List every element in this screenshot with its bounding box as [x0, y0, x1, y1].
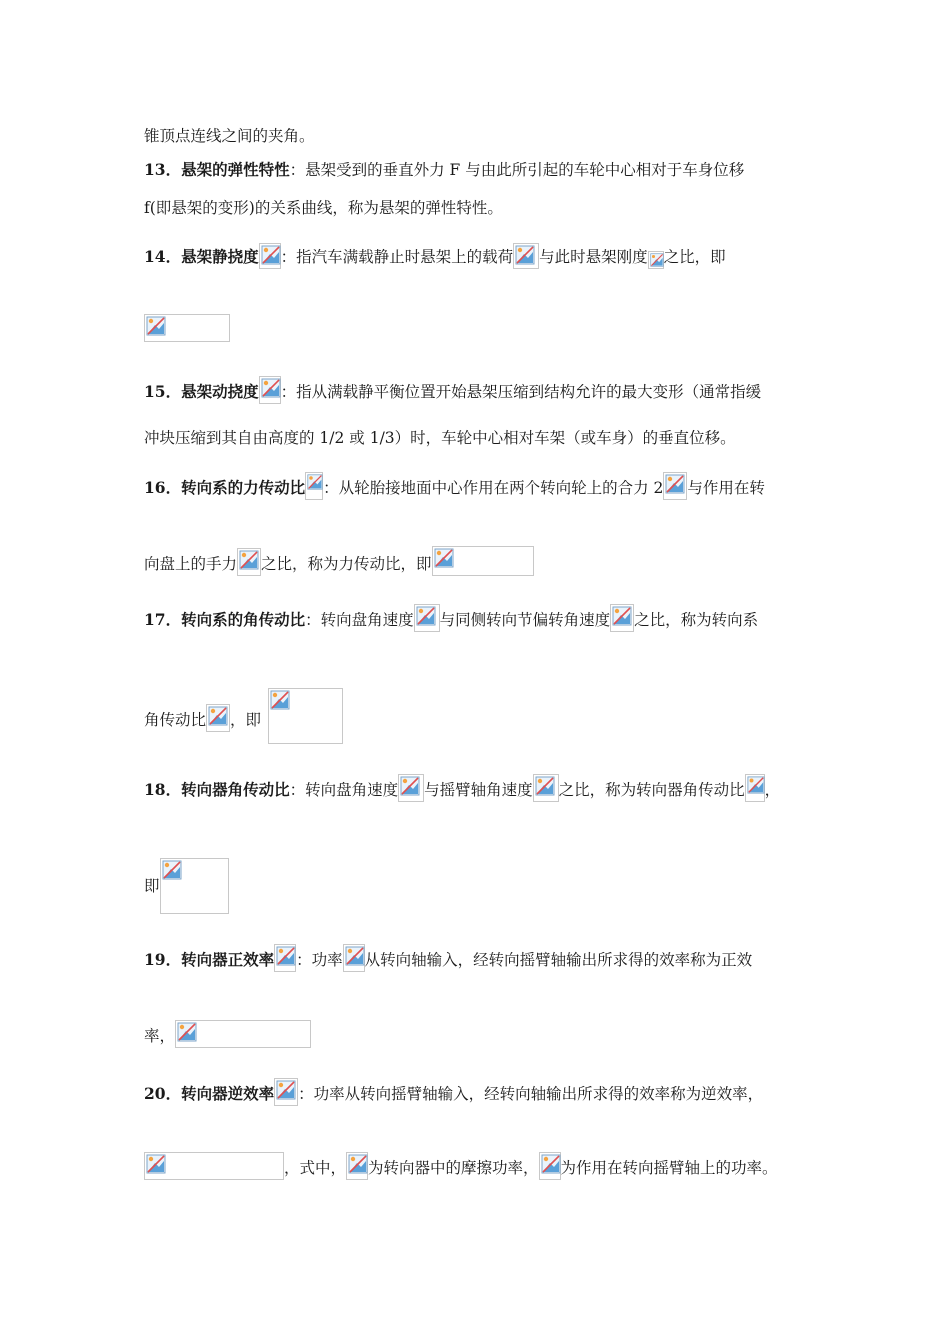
item-19: [144, 944, 752, 972]
definition-text: 与摇臂轴角速度: [424, 781, 533, 799]
definition-text: 冲块压缩到其自由高度的 1/2 或 1/3）时，车轮中心相对车架（或车身）的垂直位移。: [144, 429, 736, 447]
text-line: [144, 1152, 778, 1180]
term-heading: 转向器角传动比: [181, 780, 290, 799]
definition-text: 为作用在转向摇臂轴上的功率。: [560, 1159, 778, 1177]
broken-image-icon: [305, 472, 323, 500]
definition-text: 即: [144, 877, 160, 895]
broken-image-icon: [663, 472, 687, 500]
definition-text: 从转向轴输入，经转向摇臂轴输出所求得的效率称为正效: [364, 951, 753, 969]
term-heading: 转向器正效率: [181, 950, 275, 969]
definition-text: 向盘上的手力: [144, 555, 238, 573]
definition-text: ，: [764, 781, 781, 799]
definition-text: 与同侧转向节偏转角速度: [439, 611, 611, 629]
definition-text: ，式中，: [284, 1159, 347, 1177]
item-20: [144, 1078, 763, 1106]
definition-text: ：转向盘角速度: [305, 611, 414, 629]
definition-text: ，即: [230, 711, 262, 729]
item-18: [144, 774, 780, 802]
broken-image-icon: [206, 704, 230, 732]
term-heading: 转向系的力传动比: [181, 478, 306, 497]
broken-image-icon: [648, 251, 664, 269]
formula-image: [175, 1020, 311, 1048]
definition-text: 之比，称为转向系: [634, 611, 759, 629]
broken-image-icon: [259, 243, 281, 269]
formula-image: [432, 546, 534, 576]
definition-text: ：从轮胎接地面中心作用在两个转向轮上的合力 2: [323, 479, 664, 497]
text-line: [144, 196, 503, 220]
definition-text: ：功率: [296, 951, 343, 969]
broken-image-icon: [513, 243, 539, 269]
definition-text: 与作用在转: [687, 479, 765, 497]
broken-image-icon: [274, 944, 296, 972]
formula-image: [268, 688, 343, 744]
definition-text: 之比，称为转向器角传动比: [558, 781, 745, 799]
definition-text: ：功率从转向摇臂轴输入，经转向轴输出所求得的效率称为逆效率，: [298, 1085, 764, 1103]
item-16: [144, 472, 765, 500]
broken-image-icon: [237, 548, 261, 576]
definition-text: f(即悬架的变形)的关系曲线，称为悬架的弹性特性。: [144, 199, 503, 217]
item-number: 19．: [144, 950, 182, 969]
formula-image: [144, 1152, 284, 1180]
term-heading: 悬架静挠度: [181, 247, 259, 266]
broken-image-icon: [398, 774, 424, 802]
text-line: [144, 704, 261, 732]
definition-text: 为转向器中的摩擦功率，: [368, 1159, 539, 1177]
definition-text: 之比，即: [663, 248, 726, 266]
formula-image: [160, 858, 229, 914]
broken-image-icon: [539, 1152, 561, 1180]
definition-text: 之比，称为力传动比，即: [261, 555, 432, 573]
broken-image-icon: [343, 944, 365, 972]
definition-text: 率，: [144, 1027, 176, 1045]
text-line: [144, 426, 736, 450]
item-17: [144, 604, 758, 632]
definition-text: ：指从满载静平衡位置开始悬架压缩到结构允许的最大变形（通常指缓: [280, 383, 762, 401]
text-line: [144, 874, 160, 898]
term-heading: 悬架动挠度: [181, 382, 259, 401]
formula-image: [144, 314, 230, 342]
definition-text: ：悬架受到的垂直外力 F 与由此所引起的车轮中心相对于车身位移: [289, 161, 745, 179]
term-heading: 悬架的弹性特性: [181, 160, 290, 179]
text-line: [144, 1020, 311, 1048]
definition-text: ：指汽车满载静止时悬架上的载荷: [280, 248, 514, 266]
broken-image-icon: [414, 604, 440, 632]
broken-image-icon: [533, 774, 559, 802]
item-number: 17．: [144, 610, 182, 629]
item-number: 20．: [144, 1084, 182, 1103]
definition-text: 角传动比: [144, 711, 207, 729]
term-heading: 转向系的角传动比: [181, 610, 306, 629]
broken-image-icon: [346, 1152, 368, 1180]
item-13: [144, 158, 744, 182]
term-heading: 转向器逆效率: [181, 1084, 275, 1103]
text-line: [144, 124, 315, 148]
item-number: 15．: [144, 382, 182, 401]
broken-image-icon: [745, 774, 765, 802]
definition-text: ：转向盘角速度: [289, 781, 399, 799]
item-number: 14．: [144, 247, 182, 266]
item-number: 13．: [144, 160, 182, 179]
broken-image-icon: [610, 604, 634, 632]
paragraph-text: 锥顶点连线之间的夹角。: [144, 127, 315, 145]
definition-text: 与此时悬架刚度: [539, 248, 648, 266]
item-number: 16．: [144, 478, 182, 497]
item-14: [144, 243, 726, 269]
broken-image-icon: [274, 1078, 298, 1106]
item-number: 18．: [144, 780, 182, 799]
item-15: [144, 376, 761, 404]
text-line: [144, 546, 534, 576]
broken-image-icon: [259, 376, 281, 404]
